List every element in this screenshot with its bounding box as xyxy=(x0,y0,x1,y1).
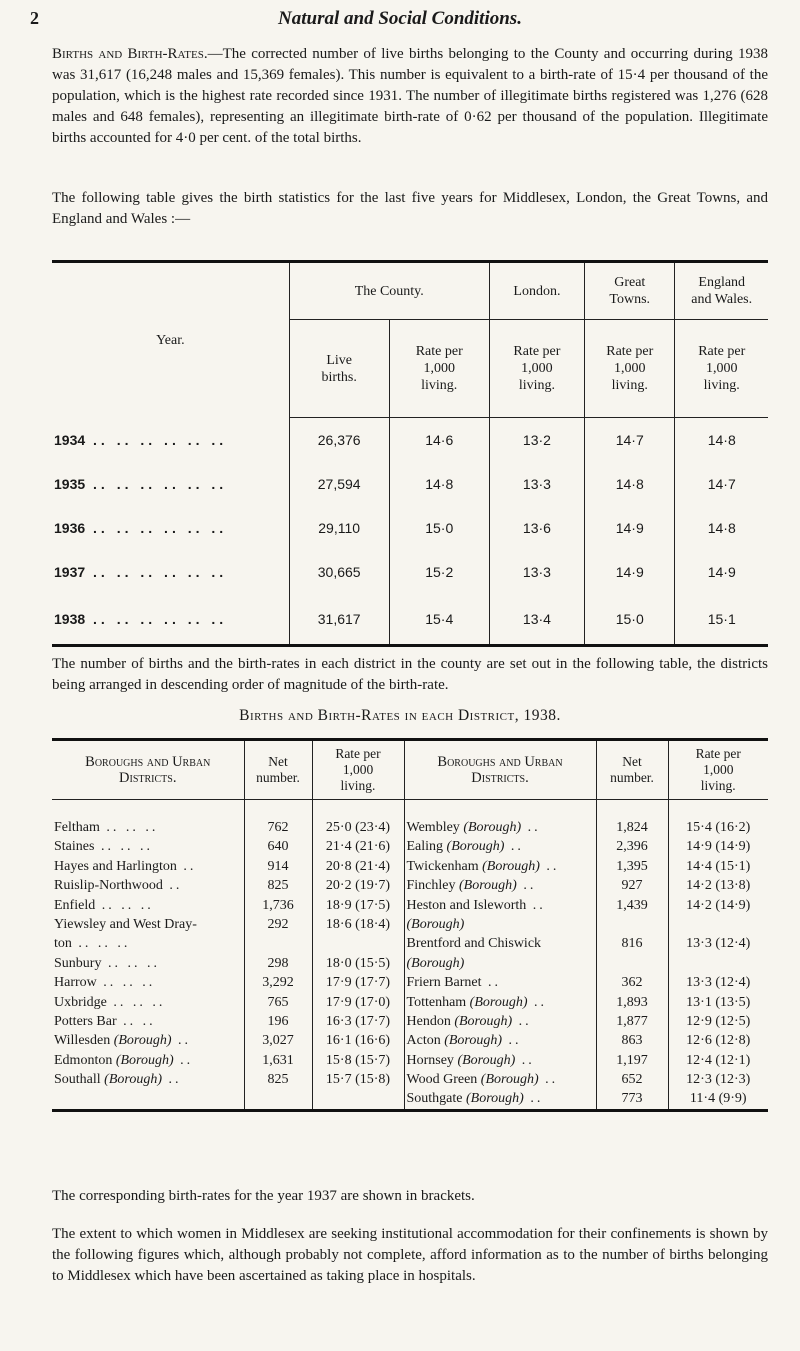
birth-rate: 13·3 (12·4) xyxy=(686,975,751,991)
london-rate-cell: 13·3 xyxy=(489,550,584,594)
great-towns-rate-cell: 14·8 xyxy=(585,462,675,506)
right-net-numbers xyxy=(596,800,668,1111)
birth-rate: 14·2 (13·8) xyxy=(686,878,751,894)
net-number: 773 xyxy=(621,1091,643,1107)
year-cell: 1935 .. .. .. .. .. .. xyxy=(54,475,228,492)
paragraph-births xyxy=(52,44,768,149)
england-wales-rate-cell: 14·8 xyxy=(675,506,768,550)
district-name: Ruislip-Northwood .. xyxy=(54,878,183,894)
net-number: 3,027 xyxy=(262,1033,294,1049)
birth-rate: 17·9 (17·0) xyxy=(325,994,391,1010)
london-rate-cell: 13·3 xyxy=(489,462,584,506)
live-births-cell: 26,376 xyxy=(289,418,389,462)
net-number: 825 xyxy=(267,878,289,894)
net-number xyxy=(245,934,312,953)
year-cell: 1936 .. .. .. .. .. .. xyxy=(54,519,228,536)
great-towns-rate-cell: 15·0 xyxy=(585,594,675,646)
great-towns-rate-cell: 14·9 xyxy=(585,550,675,594)
live-births-cell: 31,617 xyxy=(289,594,389,646)
birth-rate: 21·4 (21·6) xyxy=(325,839,391,855)
birth-rate xyxy=(313,934,404,953)
net-number: 1,197 xyxy=(616,1052,648,1068)
district-name: Twickenham (Borough) .. xyxy=(406,858,560,874)
birth-rate: 12·6 (12·8) xyxy=(686,1033,751,1049)
district-births-table xyxy=(52,738,768,1112)
birth-rate: 12·3 (12·3) xyxy=(686,1072,751,1088)
england-wales-rate-cell: 15·1 xyxy=(675,594,768,646)
net-number: 640 xyxy=(267,839,289,855)
net-number: 816 xyxy=(621,936,643,952)
header-county: The County. xyxy=(289,262,489,320)
district-name: Acton (Borough) .. xyxy=(406,1033,522,1049)
birth-rate: 12·9 (12·5) xyxy=(686,1013,751,1029)
district-name: Willesden (Borough) .. xyxy=(54,1033,192,1049)
paragraph-intro-table2: The number of births and the birth-rates in each district in the county are set out in the following table, the districts being arranged in descending order of magnitude of the birth-rate. xyxy=(52,656,768,693)
net-number: 762 xyxy=(267,820,289,835)
running-title: Natural and Social Conditions. xyxy=(278,8,522,29)
header-rate-left: Rate per 1,000 living. xyxy=(312,740,404,800)
table-row xyxy=(52,506,768,550)
birth-rate: 20·8 (21·4) xyxy=(325,858,391,874)
page-number: 2 xyxy=(30,8,39,28)
london-rate-cell: 13·6 xyxy=(489,506,584,550)
header-london: London. xyxy=(489,262,584,320)
year-cell: 1934 .. .. .. .. .. .. xyxy=(54,431,228,448)
net-number xyxy=(597,915,668,934)
district-name: Brentford and Chiswick xyxy=(406,936,542,952)
district-name: ton .. .. .. xyxy=(54,936,131,952)
net-number: 3,292 xyxy=(262,975,294,991)
london-rate-cell: 13·4 xyxy=(489,594,584,646)
district-name: Friern Barnet .. xyxy=(406,975,502,991)
england-wales-rate-cell: 14·8 xyxy=(675,418,768,462)
net-number: 298 xyxy=(267,955,289,971)
birth-rate: 15·4 (16·2) xyxy=(686,820,751,835)
header-rate-right: Rate per 1,000 living. xyxy=(668,740,768,800)
net-number: 362 xyxy=(621,975,643,991)
district-name: Hornsey (Borough) .. xyxy=(406,1052,535,1068)
district-name: Ealing (Borough) .. xyxy=(406,839,524,855)
district-name: Potters Bar .. .. xyxy=(54,1013,156,1029)
district-name: (Borough) xyxy=(406,916,465,932)
birth-rate: 13·1 (13·5) xyxy=(686,994,751,1010)
district-name: Southall (Borough) .. xyxy=(54,1072,182,1088)
header-year: Year. xyxy=(156,332,185,348)
county-rate-cell: 14·8 xyxy=(389,462,489,506)
net-number: 652 xyxy=(621,1072,643,1088)
header-rate-great-towns: Rate per 1,000 living. xyxy=(585,320,675,418)
district-name: Hayes and Harlington .. xyxy=(54,858,197,874)
district-name: Feltham .. .. .. xyxy=(54,820,159,835)
right-district-names xyxy=(404,800,596,1111)
county-rate-cell: 14·6 xyxy=(389,418,489,462)
left-district-names xyxy=(52,800,244,1111)
birth-rate: 15·8 (15·7) xyxy=(325,1052,391,1068)
live-births-cell: 27,594 xyxy=(289,462,389,506)
district-name: Hendon (Borough) .. xyxy=(406,1013,532,1029)
county-rate-cell: 15·0 xyxy=(389,506,489,550)
district-name: Southgate (Borough) .. xyxy=(406,1091,544,1107)
net-number: 914 xyxy=(267,858,289,874)
net-number xyxy=(597,954,668,973)
right-rates xyxy=(668,800,768,1111)
birth-rate: 18·9 (17·5) xyxy=(325,897,391,913)
net-number: 765 xyxy=(267,994,289,1010)
header-net-left: Net number. xyxy=(244,740,312,800)
net-number: 1,439 xyxy=(616,897,648,913)
paragraph-brackets-note: The corresponding birth-rates for the year 1937 are shown in brackets. xyxy=(52,1188,475,1204)
birth-rate: 16·1 (16·6) xyxy=(325,1033,391,1049)
table-row xyxy=(52,594,768,646)
header-england-wales: England and Wales. xyxy=(675,262,768,320)
london-rate-cell: 13·2 xyxy=(489,418,584,462)
birth-rate: 15·7 (15·8) xyxy=(325,1072,391,1088)
net-number: 196 xyxy=(267,1013,289,1029)
header-net-right: Net number. xyxy=(596,740,668,800)
birth-rate xyxy=(669,954,769,973)
district-name: (Borough) xyxy=(406,955,465,971)
net-number: 1,824 xyxy=(616,820,648,835)
paragraph-births-text: —The corrected number of live births belonging to the County and occurring during 1938 was 31,617 (16,248 males and 15,369 females). This number is equivalent to a birth-rate of 15·4 per thousand of the population, which is the highest rate recorded since 1931. The number of illegitimate births registered was 1,276 (628 males and 648 females), representing an illegitimate birth-rate of 0·62 per thousand of the population. Illegitimate births accounted for 4·0 per cent. of the total births. xyxy=(52,46,768,146)
header-rate-county: Rate per 1,000 living. xyxy=(389,320,489,418)
table-row xyxy=(52,418,768,462)
birth-rate: 18·6 (18·4) xyxy=(325,916,391,932)
page-header xyxy=(0,8,800,32)
net-number: 1,631 xyxy=(262,1052,294,1068)
district-name: Heston and Isleworth .. xyxy=(406,897,546,913)
year-cell: 1937 .. .. .. .. .. .. xyxy=(54,563,228,580)
birth-rate: 14·2 (14·9) xyxy=(686,897,751,913)
great-towns-rate-cell: 14·9 xyxy=(585,506,675,550)
district-name: Wembley (Borough) .. xyxy=(406,820,541,835)
year-cell: 1938 .. .. .. .. .. .. xyxy=(54,610,228,627)
district-name: Tottenham (Borough) .. xyxy=(406,994,547,1010)
birth-rate xyxy=(669,915,769,934)
birth-rate: 20·2 (19·7) xyxy=(325,878,391,894)
district-name: Yiewsley and West Dray- xyxy=(54,916,197,932)
birth-rate: 16·3 (17·7) xyxy=(325,1013,391,1029)
birth-statistics-table xyxy=(52,260,768,647)
header-districts-left: Boroughs and Urban Districts. xyxy=(52,740,244,800)
birth-rate: 12·4 (12·1) xyxy=(686,1052,751,1068)
district-name: Edmonton (Borough) .. xyxy=(54,1052,194,1068)
district-name: Finchley (Borough) .. xyxy=(406,878,537,894)
district-name: Staines .. .. .. xyxy=(54,839,153,855)
birth-rate: 14·9 (14·9) xyxy=(686,839,751,855)
live-births-cell: 29,110 xyxy=(289,506,389,550)
header-rate-london: Rate per 1,000 living. xyxy=(489,320,584,418)
left-net-numbers xyxy=(244,800,312,1111)
birth-rate: 13·3 (12·4) xyxy=(686,936,751,952)
header-rate-england-wales: Rate per 1,000 living. xyxy=(675,320,768,418)
birth-rate: 17·9 (17·7) xyxy=(325,975,391,991)
net-number: 1,736 xyxy=(262,897,294,913)
birth-rate: 11·4 (9·9) xyxy=(689,1091,747,1107)
paragraph-lead: Births and Birth-Rates. xyxy=(52,46,208,62)
net-number: 927 xyxy=(621,878,643,894)
header-great-towns: Great Towns. xyxy=(585,262,675,320)
district-name: Uxbridge .. .. .. xyxy=(54,994,166,1010)
birth-rate: 18·0 (15·5) xyxy=(325,955,391,971)
net-number: 1,877 xyxy=(616,1013,648,1029)
header-live-births: Live births. xyxy=(289,320,389,418)
birth-rate: 25·0 (23·4) xyxy=(325,820,391,835)
county-rate-cell: 15·4 xyxy=(389,594,489,646)
district-name: Enfield .. .. .. xyxy=(54,897,154,913)
district-name: Sunbury .. .. .. xyxy=(54,955,160,971)
net-number: 2,396 xyxy=(616,839,648,855)
table-row xyxy=(52,550,768,594)
county-rate-cell: 15·2 xyxy=(389,550,489,594)
left-rates xyxy=(312,800,404,1111)
live-births-cell: 30,665 xyxy=(289,550,389,594)
header-districts-right: Boroughs and Urban Districts. xyxy=(404,740,596,800)
birth-rate: 14·4 (15·1) xyxy=(686,858,751,874)
england-wales-rate-cell: 14·9 xyxy=(675,550,768,594)
district-name: Wood Green (Borough) .. xyxy=(406,1072,559,1088)
table2-heading: Births and Birth-Rates in each District, 1938. xyxy=(239,707,561,724)
net-number: 292 xyxy=(267,916,289,932)
net-number: 863 xyxy=(621,1033,643,1049)
paragraph-hospital-births: The extent to which women in Middlesex are seeking institutional accommodation for their confinements is shown by the following figures which, although probably not complete, afford information as to the number of births belonging to Middlesex which have been ascertained as taking place in hospitals. xyxy=(52,1226,768,1284)
paragraph-intro-table1: The following table gives the birth statistics for the last five years for Middlesex, London, the Great Towns, and England and Wales :— xyxy=(52,190,768,227)
net-number: 825 xyxy=(267,1072,289,1088)
district-name: Harrow .. .. .. xyxy=(54,975,156,991)
net-number: 1,395 xyxy=(616,858,648,874)
table-row xyxy=(52,462,768,506)
england-wales-rate-cell: 14·7 xyxy=(675,462,768,506)
net-number: 1,893 xyxy=(616,994,648,1010)
great-towns-rate-cell: 14·7 xyxy=(585,418,675,462)
